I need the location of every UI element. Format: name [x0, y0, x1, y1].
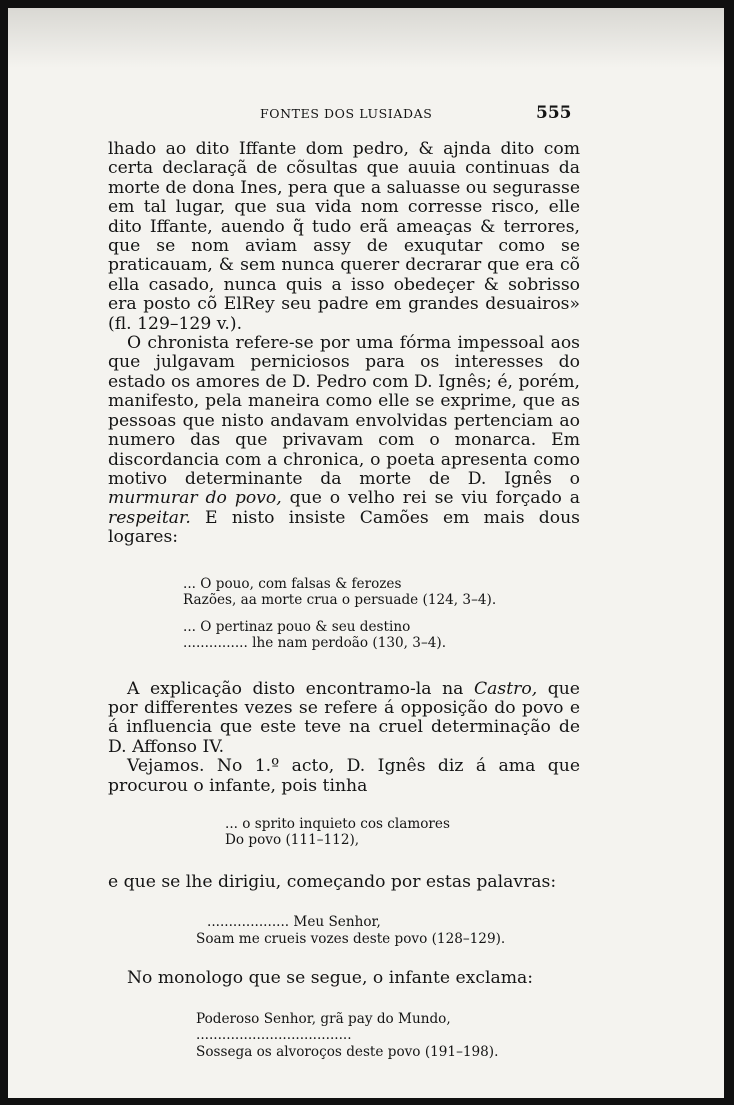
paragraph-castro-lead: A explicação disto encontramo-la na: [127, 678, 474, 699]
verse-line: Poderoso Senhor, grã pay do Mundo,: [196, 1010, 451, 1027]
paragraph-chronista: [108, 334, 580, 547]
verse-quote-1: [108, 576, 580, 652]
book-page: [8, 8, 724, 1098]
paragraph-chronista-mid: que o velho rei se viu forçado a: [281, 488, 580, 509]
paragraph-castro-tail: que por differentes vezes se refere á opposição do povo e á influencia que este teve na cruel determinação de D. Affonso IV.: [108, 678, 580, 757]
verse-line: ................... Meu Senhor,: [207, 914, 381, 931]
verse-line: ... o sprito inquieto cos clamores: [225, 815, 450, 832]
verse-quote-4: [108, 1011, 580, 1061]
verse-line: ............... lhe nam perdoão (130, 3–4).: [183, 635, 447, 652]
verse-quote-2: [108, 816, 580, 849]
paragraph-dirigiu: e que se lhe dirigiu, começando por estas palavras:: [108, 871, 557, 892]
verse-line: ... O pertinaz pouo & seu destino: [183, 618, 411, 635]
italic-respeitar: respeitar.: [108, 507, 191, 528]
italic-castro: Castro,: [474, 678, 538, 699]
page-number: 555: [536, 103, 572, 123]
verse-line: Razões, aa morte crua o persuade (124, 3–4).: [183, 592, 497, 609]
paragraph-chronicle-quote: lhado ao dito Iffante dom pedro, & ajnda dito com certa declaraçã de cõsultas que auuia continuas da morte de dona Ines, pera que a saluasse ou segurasse em tal lugar, que sua vida nom corresse risco, elle dito Iffante, auendo q̃ tudo erã ameaças & terrores, que se nom aviam assy de exuqutar como se praticauam, & sem nunca querer decrarar que era cõ ella casado, nunca quis a isso obedeçer & sobrisso era posto cõ ElRey seu padre em grandes desuairos» (fl. 129–129 v.).: [108, 139, 580, 334]
verse-quote-3: [108, 914, 580, 947]
paragraph-chronista-lead: O chronista refere-se por uma fórma impessoal aos que julgavam perniciosos para os interesses do estado os amores de D. Pedro com D. Ignês; é, porém, manifesto, pela maneira como elle se exprime, que as pessoas que nisto andavam envolvidas pertenciam ao numero das que privavam com o monarca. Em discordancia com a chronica, o poeta apresenta como motivo determinante da morte de D. Ignês o: [108, 333, 580, 489]
italic-murmurar: murmurar do povo,: [108, 488, 282, 509]
verse-line: ....................................: [196, 1027, 352, 1044]
paragraph-monologo: No monologo que se segue, o infante exclama:: [127, 968, 534, 989]
verse-line: ... O pouo, com falsas & ferozes: [183, 575, 402, 592]
verse-line: Do povo (111–112),: [225, 832, 360, 849]
body-text: [108, 140, 580, 1060]
page-header: [8, 103, 724, 125]
running-title: FONTES DOS LUSIADAS: [260, 106, 433, 121]
paragraph-vejamos: Vejamos. No 1.º acto, D. Ignês diz á ama que procurou o infante, pois tinha: [108, 756, 580, 796]
paragraph-castro: [108, 680, 580, 758]
verse-line: Soam me crueis vozes deste povo (128–129).: [196, 930, 506, 947]
paragraph-chronista-tail: E nisto insiste Camões em mais dous logares:: [108, 507, 580, 548]
verse-line: Sossega os alvoroços deste povo (191–198).: [196, 1043, 499, 1060]
